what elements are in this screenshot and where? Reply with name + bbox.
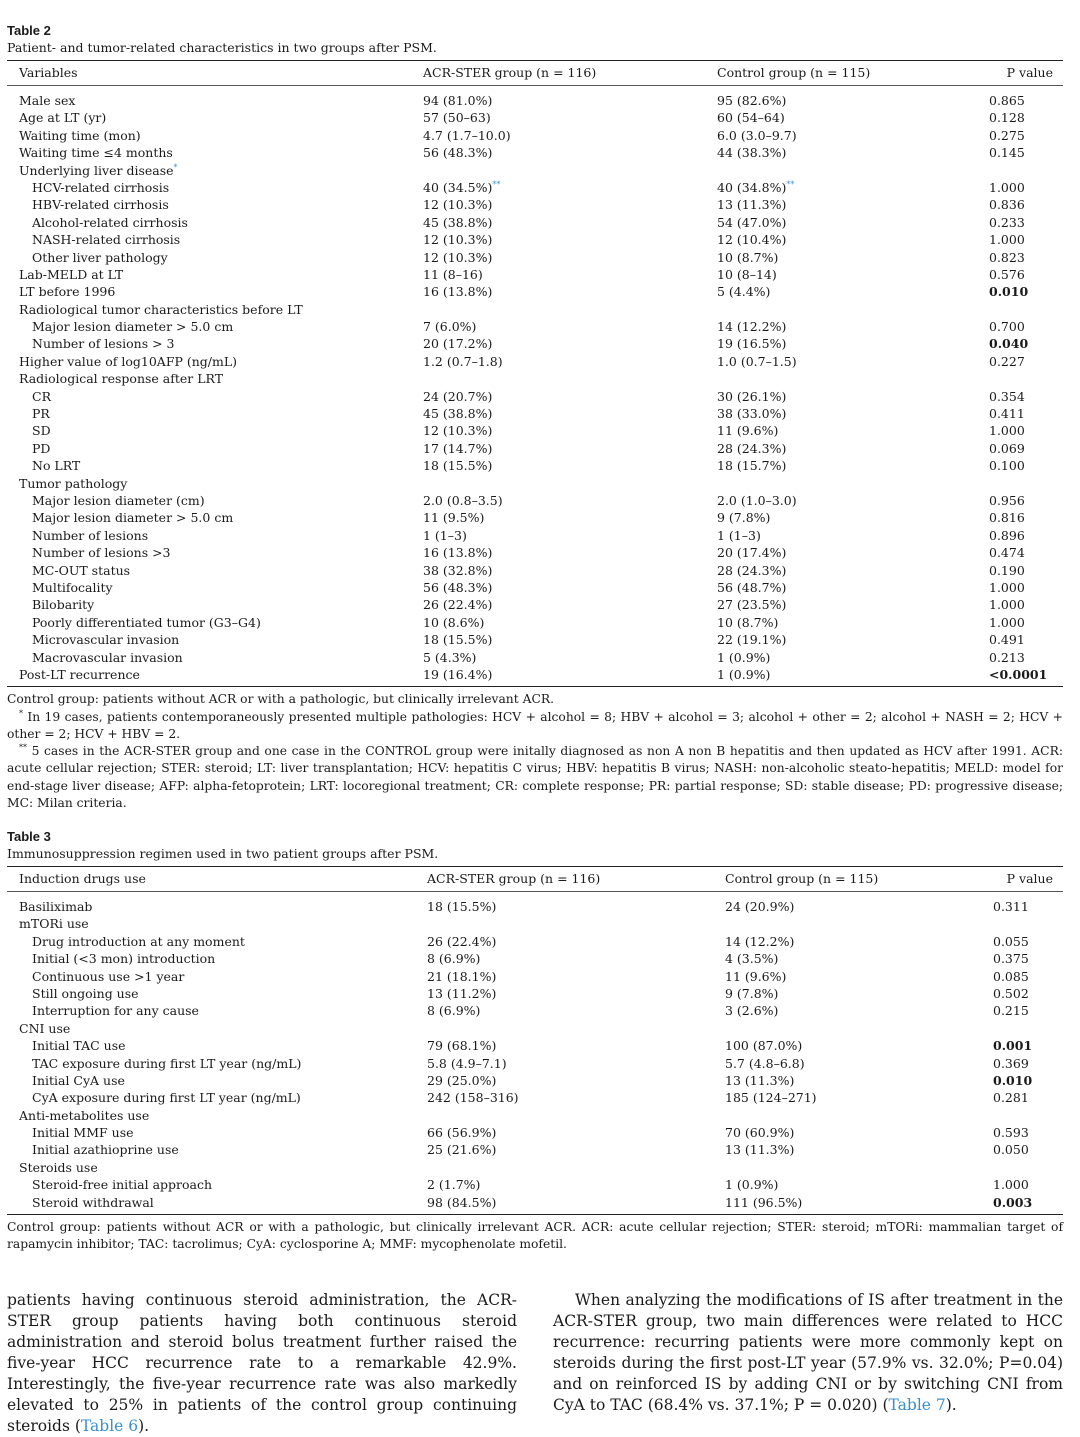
row-control-value: 13 (11.3%) bbox=[725, 1142, 795, 1158]
table-row bbox=[7, 562, 1063, 579]
row-p-value: 0.128 bbox=[989, 110, 1025, 126]
table-row bbox=[7, 544, 1063, 561]
row-variable: NASH-related cirrhosis bbox=[32, 232, 181, 248]
row-variable: Initial TAC use bbox=[32, 1038, 126, 1054]
table-row bbox=[7, 898, 1063, 915]
row-acr-ster-value: 12 (10.3%) bbox=[423, 249, 493, 265]
row-acr-ster-value: 7 (6.0%) bbox=[423, 319, 477, 335]
table-row bbox=[7, 266, 1063, 283]
table-row bbox=[7, 596, 1063, 613]
row-control-value: 11 (9.6%) bbox=[725, 968, 787, 984]
row-variable: Waiting time ≤4 months bbox=[19, 145, 173, 161]
row-variable: Initial azathioprine use bbox=[32, 1142, 179, 1158]
row-p-value: 0.865 bbox=[989, 93, 1025, 108]
table-row bbox=[7, 1107, 1063, 1124]
table-row bbox=[7, 1072, 1063, 1089]
table-row bbox=[7, 950, 1063, 967]
row-control-value bbox=[715, 915, 993, 932]
table-2-note-control: Control group: patients without ACR or with a pathologic, but clinically irrelevant ACR. bbox=[7, 692, 555, 707]
row-variable: Major lesion diameter (cm) bbox=[32, 492, 205, 508]
table-row bbox=[7, 196, 1063, 213]
row-p-value: 1.000 bbox=[993, 1177, 1029, 1193]
row-p-value: 0.085 bbox=[993, 968, 1029, 984]
row-p-value: 0.836 bbox=[989, 197, 1025, 213]
row-acr-ster-value: 20 (17.2%) bbox=[423, 336, 493, 352]
row-p-value bbox=[989, 475, 1063, 492]
row-control-value: 1 (0.9%) bbox=[725, 1177, 779, 1193]
table-3-caption: Immunosuppression regimen used in two patient groups after PSM. bbox=[7, 846, 439, 861]
row-variable: Major lesion diameter > 5.0 cm bbox=[32, 510, 234, 526]
row-acr-ster-value: 4.7 (1.7–10.0) bbox=[423, 127, 511, 143]
row-p-value: <0.0001 bbox=[989, 666, 1048, 682]
row-control-value: 1 (1–3) bbox=[717, 527, 761, 543]
table-row bbox=[7, 440, 1063, 457]
row-acr-ster-value: 16 (13.8%) bbox=[423, 284, 493, 300]
row-variable: No LRT bbox=[32, 458, 81, 474]
row-p-value: 0.227 bbox=[989, 353, 1025, 369]
row-control-value: 13 (11.3%) bbox=[717, 197, 787, 213]
table-row bbox=[7, 915, 1063, 932]
row-variable: Steroid withdrawal bbox=[32, 1194, 154, 1210]
row-variable: Age at LT (yr) bbox=[19, 110, 107, 126]
row-variable: SD bbox=[32, 423, 51, 439]
row-acr-ster-value: 12 (10.3%) bbox=[423, 197, 493, 213]
row-variable: Other liver pathology bbox=[32, 249, 168, 265]
row-p-value: 0.190 bbox=[989, 562, 1025, 578]
row-control-value: 12 (10.4%) bbox=[717, 232, 787, 248]
row-control-value: 19 (16.5%) bbox=[717, 336, 787, 352]
table-6-link[interactable]: Table 6 bbox=[80, 1417, 139, 1435]
table-row bbox=[7, 249, 1063, 266]
row-control-value: 13 (11.3%) bbox=[725, 1072, 795, 1088]
row-acr-ster-value: 56 (48.3%) bbox=[423, 145, 493, 161]
row-control-value: 5 (4.4%) bbox=[717, 284, 771, 300]
row-p-value: 0.491 bbox=[989, 632, 1025, 648]
row-control-value: 38 (33.0%) bbox=[717, 406, 787, 422]
row-acr-ster-value: 26 (22.4%) bbox=[427, 933, 497, 949]
row-p-value: 0.369 bbox=[993, 1055, 1029, 1071]
table-row bbox=[7, 144, 1063, 161]
row-acr-ster-value: 56 (48.3%) bbox=[423, 579, 493, 595]
table-row bbox=[7, 405, 1063, 422]
row-variable: Basiliximab bbox=[19, 899, 93, 914]
row-p-value: 0.816 bbox=[989, 510, 1025, 526]
row-variable: Initial CyA use bbox=[32, 1072, 125, 1088]
row-acr-ster-value: 25 (21.6%) bbox=[427, 1142, 497, 1158]
row-acr-ster-value: 11 (8–16) bbox=[423, 266, 483, 282]
row-acr-ster-value: 17 (14.7%) bbox=[423, 440, 493, 456]
row-control-value: 111 (96.5%) bbox=[725, 1194, 803, 1210]
row-control-value: 4 (3.5%) bbox=[725, 951, 779, 967]
row-variable: Alcohol-related cirrhosis bbox=[32, 214, 188, 230]
table-row bbox=[7, 388, 1063, 405]
left-column bbox=[7, 1290, 517, 1437]
left-paragraph: patients having continuous steroid administration, the ACR-STER group patients having both continuous steroid administration and steroid bolus treatment further raised the five-year HCC recurrence rate to a remarkable 42.9%. Interestingly, the five-year recurrence rate was also markedly elevated to 25% in patients of the control group continuing steroids ( bbox=[7, 1291, 517, 1435]
row-variable: Major lesion diameter > 5.0 cm bbox=[32, 319, 234, 335]
table-row bbox=[7, 492, 1063, 509]
row-acr-ster-value bbox=[413, 162, 707, 179]
row-p-value: 0.055 bbox=[993, 933, 1029, 949]
row-variable: Waiting time (mon) bbox=[19, 127, 141, 143]
row-variable: Underlying liver disease* bbox=[19, 162, 178, 178]
row-p-value: 0.050 bbox=[993, 1142, 1029, 1158]
table-3-label: Table 3 bbox=[7, 829, 51, 844]
header-induction: Induction drugs use bbox=[19, 871, 146, 886]
table-row bbox=[7, 283, 1063, 300]
row-p-value: 0.040 bbox=[989, 336, 1029, 352]
table-2-caption: Patient- and tumor-related characteristics in two groups after PSM. bbox=[7, 40, 437, 55]
row-control-value: 3 (2.6%) bbox=[725, 1003, 779, 1019]
table-3-note: Control group: patients without ACR or with a pathologic, but clinically irrelevant ACR. ACR: acute cellular rejection; STER: steroid; mTORi: mammalian target of rapamycin inhibitor; TAC: tacrolimus; CyA: cyclosporine A; MMF: mycophenolate mofetil. bbox=[7, 1220, 1063, 1252]
row-p-value: 1.000 bbox=[989, 179, 1025, 195]
row-acr-ster-value: 40 (34.5%)** bbox=[423, 179, 501, 195]
row-acr-ster-value bbox=[413, 1107, 715, 1124]
row-variable: Macrovascular invasion bbox=[32, 649, 183, 665]
row-acr-ster-value: 1 (1–3) bbox=[423, 527, 467, 543]
row-variable: CyA exposure during first LT year (ng/mL) bbox=[32, 1090, 301, 1106]
row-p-value: 0.215 bbox=[993, 1003, 1029, 1019]
row-variable: Number of lesions >3 bbox=[32, 545, 171, 561]
row-control-value: 70 (60.9%) bbox=[725, 1125, 795, 1141]
row-p-value: 0.576 bbox=[989, 266, 1025, 282]
header-p-value: P value bbox=[1006, 65, 1053, 80]
row-p-value: 0.700 bbox=[989, 319, 1025, 335]
row-p-value: 0.100 bbox=[989, 458, 1025, 474]
table-row bbox=[7, 933, 1063, 950]
row-acr-ster-value bbox=[413, 1159, 715, 1176]
table-row bbox=[7, 475, 1063, 492]
row-p-value: 1.000 bbox=[989, 423, 1025, 439]
body-text bbox=[7, 1290, 1063, 1437]
table-row bbox=[7, 1159, 1063, 1176]
row-control-value: 100 (87.0%) bbox=[725, 1038, 803, 1054]
row-p-value: 0.145 bbox=[989, 145, 1025, 161]
row-variable: Lab-MELD at LT bbox=[19, 266, 124, 282]
row-control-value bbox=[715, 1107, 993, 1124]
table-row bbox=[7, 631, 1063, 648]
row-variable: Anti-metabolites use bbox=[19, 1107, 150, 1123]
row-p-value: 1.000 bbox=[989, 597, 1025, 613]
footnote-mark: ** bbox=[786, 179, 795, 189]
row-p-value: 0.474 bbox=[989, 545, 1025, 561]
row-variable: Male sex bbox=[19, 93, 76, 108]
row-control-value: 10 (8.7%) bbox=[717, 614, 779, 630]
row-acr-ster-value: 57 (50–63) bbox=[423, 110, 491, 126]
row-acr-ster-value: 29 (25.0%) bbox=[427, 1072, 497, 1088]
row-p-value bbox=[993, 1159, 1063, 1176]
table-row bbox=[7, 1141, 1063, 1158]
row-p-value bbox=[993, 1107, 1063, 1124]
row-variable: Poorly differentiated tumor (G3–G4) bbox=[32, 614, 261, 630]
row-acr-ster-value: 38 (32.8%) bbox=[423, 562, 493, 578]
row-control-value: 30 (26.1%) bbox=[717, 388, 787, 404]
row-acr-ster-value bbox=[413, 301, 707, 318]
table-row bbox=[7, 1176, 1063, 1193]
right-paragraph: When analyzing the modifications of IS after treatment in the ACR-STER group, two main differences were related to HCC recurrence: recurring patients were more commonly kept on steroids during the first post-LT year (57.9% vs. 32.0%; P=0.04) and on reinforced IS by adding CNI or by switching CNI from CyA to TAC (68.4% vs. 37.1%; P = 0.020) ( bbox=[553, 1291, 1063, 1414]
row-control-value: 9 (7.8%) bbox=[717, 510, 771, 526]
row-acr-ster-value: 24 (20.7%) bbox=[423, 388, 493, 404]
row-p-value: 1.000 bbox=[989, 232, 1025, 248]
row-acr-ster-value: 94 (81.0%) bbox=[423, 93, 493, 108]
footnote-2-text: 5 cases in the ACR-STER group and one case in the CONTROL group were initally diagnosed as non A non B hepatitis and then updated as HCV after 1991. ACR: acute cellular rejection; STER: steroid; LT: liver transplantation; HCV: hepatitis C virus; HBV: hepatitis B virus; NASH: non-alcoholic steato-hepatitis; MELD: model for end-stage liver disease; AFP: alpha-fetoprotein; LRT: locoregional treatment; CR: complete response; PR: partial response; SD: stable disease; PD: progressive disease; MC: Milan criteria. bbox=[7, 744, 1063, 811]
row-p-value: 0.010 bbox=[993, 1072, 1033, 1088]
row-control-value: 5.7 (4.8–6.8) bbox=[725, 1055, 805, 1071]
table-row bbox=[7, 1194, 1063, 1211]
header-acr-ster: ACR-STER group (n = 116) bbox=[423, 65, 597, 80]
row-variable: Still ongoing use bbox=[32, 985, 139, 1001]
row-variable: HCV-related cirrhosis bbox=[32, 179, 170, 195]
row-acr-ster-value: 18 (15.5%) bbox=[423, 458, 493, 474]
table-3 bbox=[7, 828, 1063, 1254]
row-acr-ster-value: 12 (10.3%) bbox=[423, 232, 493, 248]
row-control-value: 10 (8–14) bbox=[717, 266, 777, 282]
table-row bbox=[7, 1124, 1063, 1141]
row-acr-ster-value: 16 (13.8%) bbox=[423, 545, 493, 561]
table-row bbox=[7, 614, 1063, 631]
right-column bbox=[553, 1290, 1063, 1437]
row-variable: Higher value of log10AFP (ng/mL) bbox=[19, 353, 238, 369]
row-acr-ster-value: 12 (10.3%) bbox=[423, 423, 493, 439]
row-control-value: 1.0 (0.7–1.5) bbox=[717, 353, 797, 369]
table-row bbox=[7, 527, 1063, 544]
row-control-value bbox=[707, 162, 989, 179]
row-control-value: 10 (8.7%) bbox=[717, 249, 779, 265]
row-p-value: 0.354 bbox=[989, 388, 1025, 404]
row-acr-ster-value: 79 (68.1%) bbox=[427, 1038, 497, 1054]
table-row bbox=[7, 214, 1063, 231]
row-control-value bbox=[715, 1020, 993, 1037]
row-control-value: 185 (124–271) bbox=[725, 1090, 817, 1106]
row-p-value: 0.069 bbox=[989, 440, 1025, 456]
row-p-value: 0.010 bbox=[989, 284, 1029, 300]
row-control-value bbox=[707, 301, 989, 318]
row-control-value: 95 (82.6%) bbox=[717, 93, 787, 108]
row-control-value: 1 (0.9%) bbox=[717, 666, 771, 682]
row-variable: Drug introduction at any moment bbox=[32, 933, 245, 949]
table-row bbox=[7, 985, 1063, 1002]
table-row bbox=[7, 370, 1063, 387]
row-variable: PD bbox=[32, 440, 51, 456]
table-row bbox=[7, 666, 1063, 683]
table-2-label: Table 2 bbox=[7, 23, 51, 38]
header-control: Control group (n = 115) bbox=[717, 65, 871, 80]
row-variable: Interruption for any cause bbox=[32, 1003, 199, 1019]
right-paragraph-end: ). bbox=[945, 1396, 957, 1414]
row-p-value: 0.311 bbox=[993, 899, 1029, 914]
row-acr-ster-value: 1.2 (0.7–1.8) bbox=[423, 353, 503, 369]
row-acr-ster-value: 10 (8.6%) bbox=[423, 614, 485, 630]
row-control-value: 14 (12.2%) bbox=[717, 319, 787, 335]
row-p-value: 0.213 bbox=[989, 649, 1025, 665]
row-p-value: 0.281 bbox=[993, 1090, 1029, 1106]
row-variable: MC-OUT status bbox=[32, 562, 131, 578]
header-p-value: P value bbox=[1006, 871, 1053, 886]
row-acr-ster-value: 2.0 (0.8–3.5) bbox=[423, 492, 503, 508]
row-control-value: 9 (7.8%) bbox=[725, 985, 779, 1001]
row-acr-ster-value: 21 (18.1%) bbox=[427, 968, 497, 984]
row-control-value bbox=[715, 1159, 993, 1176]
footnote-mark: ** bbox=[19, 743, 27, 753]
table-3-header bbox=[7, 867, 1063, 891]
row-acr-ster-value: 242 (158–316) bbox=[427, 1090, 519, 1106]
footnote-mark: * bbox=[19, 708, 23, 718]
row-acr-ster-value: 18 (15.5%) bbox=[427, 899, 497, 914]
row-acr-ster-value: 11 (9.5%) bbox=[423, 510, 485, 526]
row-variable: Radiological tumor characteristics before LT bbox=[19, 301, 303, 317]
table-row bbox=[7, 109, 1063, 126]
row-p-value: 0.411 bbox=[989, 406, 1025, 422]
row-p-value: 0.375 bbox=[993, 951, 1029, 967]
row-variable: Tumor pathology bbox=[19, 475, 128, 491]
table-2-note-1 bbox=[7, 709, 1063, 744]
table-row bbox=[7, 1055, 1063, 1072]
table-3-body bbox=[7, 892, 1063, 1214]
row-p-value bbox=[989, 370, 1063, 387]
row-p-value: 0.896 bbox=[989, 527, 1025, 543]
row-p-value: 0.956 bbox=[989, 492, 1025, 508]
row-control-value: 60 (54–64) bbox=[717, 110, 785, 126]
footnote-mark: ** bbox=[492, 179, 501, 189]
row-variable: TAC exposure during first LT year (ng/mL) bbox=[32, 1055, 302, 1071]
row-p-value: 0.502 bbox=[993, 985, 1029, 1001]
table-row bbox=[7, 162, 1063, 179]
row-acr-ster-value bbox=[413, 475, 707, 492]
header-variables: Variables bbox=[19, 65, 78, 80]
row-acr-ster-value: 13 (11.2%) bbox=[427, 985, 497, 1001]
row-variable: CNI use bbox=[19, 1020, 71, 1036]
table-row bbox=[7, 127, 1063, 144]
table-row bbox=[7, 1037, 1063, 1054]
row-p-value bbox=[989, 301, 1063, 318]
row-acr-ster-value: 8 (6.9%) bbox=[427, 951, 481, 967]
row-acr-ster-value: 98 (84.5%) bbox=[427, 1194, 497, 1210]
row-variable: Multifocality bbox=[32, 579, 113, 595]
row-control-value: 27 (23.5%) bbox=[717, 597, 787, 613]
row-acr-ster-value: 66 (56.9%) bbox=[427, 1125, 497, 1141]
row-variable: Number of lesions bbox=[32, 527, 149, 543]
row-p-value bbox=[989, 162, 1063, 179]
table-row bbox=[7, 231, 1063, 248]
row-variable: Initial MMF use bbox=[32, 1125, 134, 1141]
row-acr-ster-value: 19 (16.4%) bbox=[423, 666, 493, 682]
table-2-body bbox=[7, 86, 1063, 686]
row-variable: Steroids use bbox=[19, 1159, 98, 1175]
table-row bbox=[7, 1002, 1063, 1019]
row-control-value: 11 (9.6%) bbox=[717, 423, 779, 439]
row-variable: HBV-related cirrhosis bbox=[32, 197, 169, 213]
row-p-value: 0.275 bbox=[989, 127, 1025, 143]
table-2 bbox=[7, 22, 1063, 812]
row-variable: Bilobarity bbox=[32, 597, 95, 613]
table-row bbox=[7, 579, 1063, 596]
row-variable: mTORi use bbox=[19, 916, 89, 932]
row-variable: CR bbox=[32, 388, 51, 404]
footnote-mark: * bbox=[173, 162, 178, 172]
row-p-value: 0.823 bbox=[989, 249, 1025, 265]
row-variable: Initial (<3 mon) introduction bbox=[32, 951, 216, 967]
row-variable: Continuous use >1 year bbox=[32, 968, 185, 984]
row-control-value: 40 (34.8%)** bbox=[717, 179, 795, 195]
row-acr-ster-value: 26 (22.4%) bbox=[423, 597, 493, 613]
row-variable: PR bbox=[32, 406, 50, 422]
row-acr-ster-value: 2 (1.7%) bbox=[427, 1177, 481, 1193]
footnote-1-text: In 19 cases, patients contemporaneously presented multiple pathologies: HCV + alcohol = 8; HBV + alcohol = 3; alcohol + other = 2; alcohol + NASH = 2; HCV + other = 2; HCV + HBV = 2. bbox=[7, 709, 1063, 741]
row-p-value bbox=[993, 915, 1063, 932]
row-variable: Radiological response after LRT bbox=[19, 371, 224, 387]
table-row bbox=[7, 422, 1063, 439]
row-control-value: 56 (48.7%) bbox=[717, 579, 787, 595]
row-acr-ster-value: 5 (4.3%) bbox=[423, 649, 477, 665]
row-p-value: 1.000 bbox=[989, 579, 1025, 595]
table-row bbox=[7, 509, 1063, 526]
row-p-value bbox=[993, 1020, 1063, 1037]
table-row bbox=[7, 968, 1063, 985]
row-acr-ster-value bbox=[413, 1020, 715, 1037]
row-control-value: 18 (15.7%) bbox=[717, 458, 787, 474]
table-row bbox=[7, 92, 1063, 109]
row-p-value: 0.233 bbox=[989, 214, 1025, 230]
table-row bbox=[7, 1089, 1063, 1106]
table-2-header bbox=[7, 61, 1063, 85]
header-acr-ster: ACR-STER group (n = 116) bbox=[427, 871, 601, 886]
row-acr-ster-value: 45 (38.8%) bbox=[423, 214, 493, 230]
row-variable: Number of lesions > 3 bbox=[32, 336, 175, 352]
row-control-value: 14 (12.2%) bbox=[725, 933, 795, 949]
row-acr-ster-value: 8 (6.9%) bbox=[427, 1003, 481, 1019]
table-row bbox=[7, 457, 1063, 474]
row-acr-ster-value bbox=[413, 370, 707, 387]
row-control-value: 1 (0.9%) bbox=[717, 649, 771, 665]
row-control-value: 2.0 (1.0–3.0) bbox=[717, 492, 797, 508]
row-acr-ster-value: 45 (38.8%) bbox=[423, 406, 493, 422]
row-variable: LT before 1996 bbox=[19, 284, 116, 300]
row-p-value: 0.001 bbox=[993, 1038, 1033, 1054]
table-row bbox=[7, 318, 1063, 335]
table-row bbox=[7, 649, 1063, 666]
row-acr-ster-value: 5.8 (4.9–7.1) bbox=[427, 1055, 507, 1071]
row-control-value: 20 (17.4%) bbox=[717, 545, 787, 561]
table-row bbox=[7, 179, 1063, 196]
row-control-value: 6.0 (3.0–9.7) bbox=[717, 127, 797, 143]
table-row bbox=[7, 301, 1063, 318]
table-row bbox=[7, 335, 1063, 352]
row-control-value: 44 (38.3%) bbox=[717, 145, 787, 161]
table-7-link[interactable]: Table 7 bbox=[888, 1396, 946, 1414]
row-variable: Post-LT recurrence bbox=[19, 666, 140, 682]
row-control-value bbox=[707, 475, 989, 492]
row-control-value: 28 (24.3%) bbox=[717, 440, 787, 456]
table-row bbox=[7, 1020, 1063, 1037]
row-variable: Steroid-free initial approach bbox=[32, 1177, 213, 1193]
header-control: Control group (n = 115) bbox=[725, 871, 879, 886]
row-control-value bbox=[707, 370, 989, 387]
left-paragraph-end: ). bbox=[138, 1417, 150, 1435]
row-p-value: 1.000 bbox=[989, 614, 1025, 630]
row-variable: Microvascular invasion bbox=[32, 632, 180, 648]
row-p-value: 0.003 bbox=[993, 1194, 1033, 1210]
table-row bbox=[7, 353, 1063, 370]
row-acr-ster-value: 18 (15.5%) bbox=[423, 632, 493, 648]
row-control-value: 22 (19.1%) bbox=[717, 632, 787, 648]
table-2-note-2 bbox=[7, 743, 1063, 812]
row-p-value: 0.593 bbox=[993, 1125, 1029, 1141]
row-control-value: 54 (47.0%) bbox=[717, 214, 787, 230]
row-acr-ster-value bbox=[413, 915, 715, 932]
row-control-value: 24 (20.9%) bbox=[725, 899, 795, 914]
row-control-value: 28 (24.3%) bbox=[717, 562, 787, 578]
